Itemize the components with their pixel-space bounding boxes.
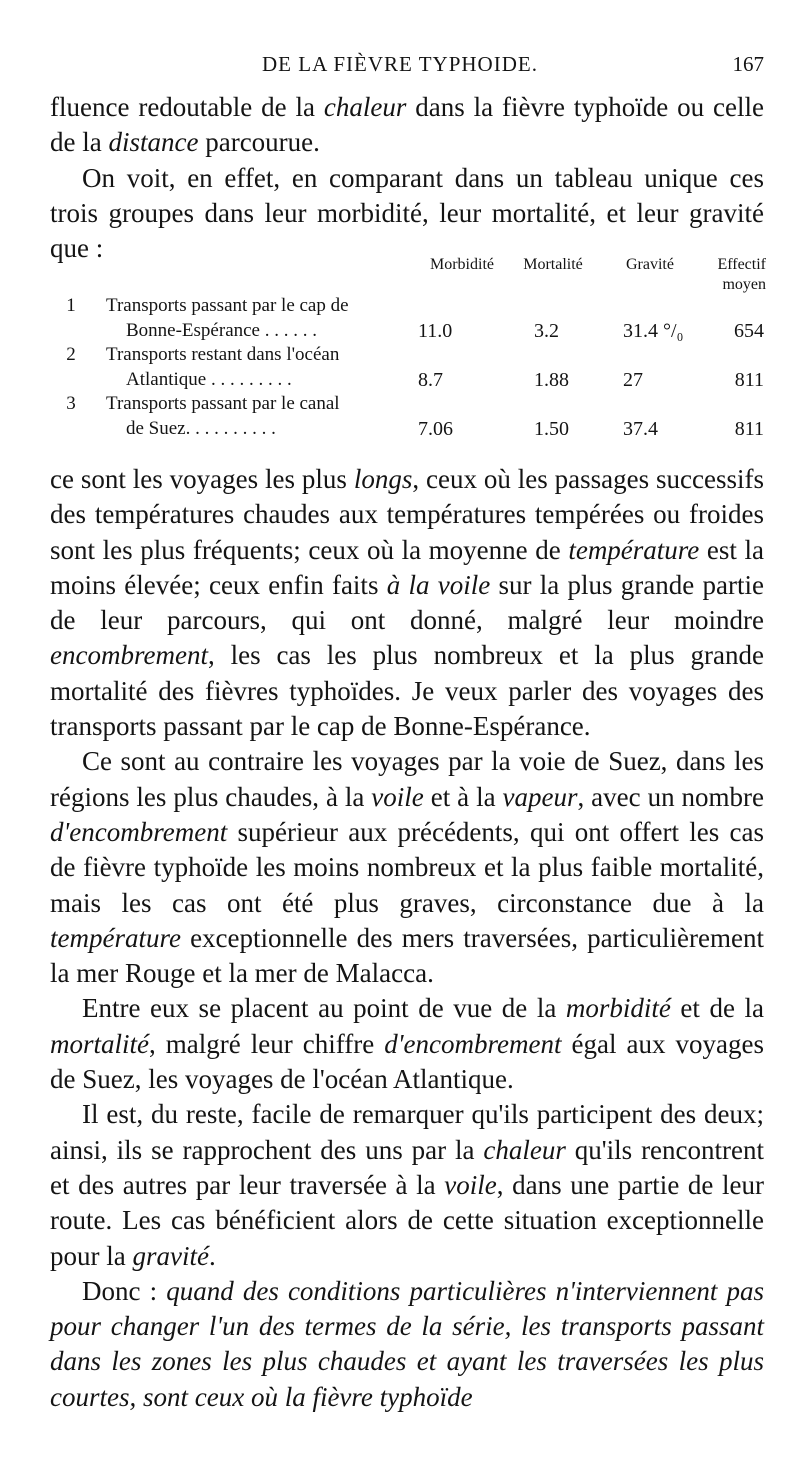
cell-morbidite: 11.0	[418, 320, 453, 342]
cell-gravite: 31.4 °/₀	[623, 320, 684, 342]
row-label: Transports passant par le cap de	[106, 295, 349, 316]
cell-effectif: 654	[734, 320, 764, 342]
paragraph-3: ce sont les voyages les plus longs, ceux où les passages successifs des températures chaudes aux températures tempérées ou froides sont les plus fréquents; ceux où la moyenne de température est la moins élevée; ceux enfin faits à la voile sur la plus grande partie de leur parcours, qui ont donné, malgré leur moindre encombrement, les cas les plus nombreux et la plus grande mortalité des fièvres typhoïdes. Je veux parler des voyages des transports passant par le cap de Bonne-Espérance.	[50, 464, 764, 742]
body-text	[50, 462, 764, 1415]
row-label: Transports passant par le canal	[106, 393, 340, 414]
row-number: 3	[66, 393, 76, 414]
page-number: 167	[732, 52, 764, 76]
cell-mortalite: 1.88	[534, 369, 569, 391]
paragraph-7: Donc : quand des conditions particulières n'interviennent pas pour changer l'un des termes de la série, les transports passant dans les zones les plus chaudes et ayant les traversées les plus courtes, sont ceux où la fièvre typhoïde	[50, 1275, 764, 1412]
paragraph-6: Il est, du reste, facile de remarquer qu'ils participent des deux; ainsi, ils se rapprochent des uns par la chaleur qu'ils rencontrent et des autres par leur traversée à la voile, dans une partie de leur route. Les cas bénéficient alors de cette situation exceptionnelle pour la gravité.	[50, 1099, 764, 1271]
comparison-table	[50, 255, 764, 445]
cell-morbidite: 8.7	[418, 369, 443, 391]
row-label: Transports restant dans l'océan	[106, 344, 340, 365]
header-morbidite: Morbidité	[430, 256, 494, 273]
row-label-cont: de Suez. . . . . . . . . .	[126, 418, 276, 439]
cell-gravite: 37.4	[623, 418, 658, 440]
table-row	[50, 344, 764, 394]
row-number: 1	[66, 295, 76, 316]
table-row	[50, 393, 764, 443]
cell-gravite: 27	[623, 369, 643, 391]
intro-text	[50, 90, 764, 266]
header-mortalite: Mortalité	[523, 256, 583, 273]
cell-effectif: 811	[734, 369, 764, 391]
cell-mortalite: 1.50	[534, 418, 569, 440]
paragraph-2: On voit, en effet, en comparant dans un tableau unique ces trois groupes dans leur morbidité, leur mortalité, et leur gravité que :	[50, 162, 764, 264]
running-header	[0, 52, 800, 82]
table-row	[50, 295, 764, 345]
cell-mortalite: 3.2	[534, 320, 559, 342]
header-effectif: Effectif moyen	[717, 256, 766, 293]
header-gravite: Gravité	[626, 256, 674, 273]
cell-morbidite: 7.06	[418, 418, 453, 440]
running-title: DE LA FIÈVRE TYPHOIDE.	[262, 52, 538, 76]
row-number: 2	[66, 344, 76, 365]
paragraph-5: Entre eux se placent au point de vue de la morbidité et de la mortalité, malgré leur chiffre d'encombrement égal aux voyages de Suez, les voyages de l'océan Atlantique.	[50, 993, 764, 1095]
paragraph-1: fluence redoutable de la chaleur dans la fièvre typhoïde ou celle de la distance parcourue.	[50, 92, 764, 158]
paragraph-4: Ce sont au contraire les voyages par la voie de Suez, dans les régions les plus chaudes, à la voile et à la vapeur, avec un nombre d'encombrement supérieur aux précédents, qui ont offert les cas de fièvre typhoïde les moins nombreux et la plus faible mortalité, mais les cas ont été plus graves, circonstance due à la température exceptionnelle des mers traversées, particulièrement la mer Rouge et la mer de Malacca.	[50, 746, 764, 989]
row-label-cont: Atlantique . . . . . . . . .	[126, 369, 292, 390]
cell-effectif: 811	[734, 418, 764, 440]
row-label-cont: Bonne-Espérance . . . . . .	[126, 320, 317, 341]
